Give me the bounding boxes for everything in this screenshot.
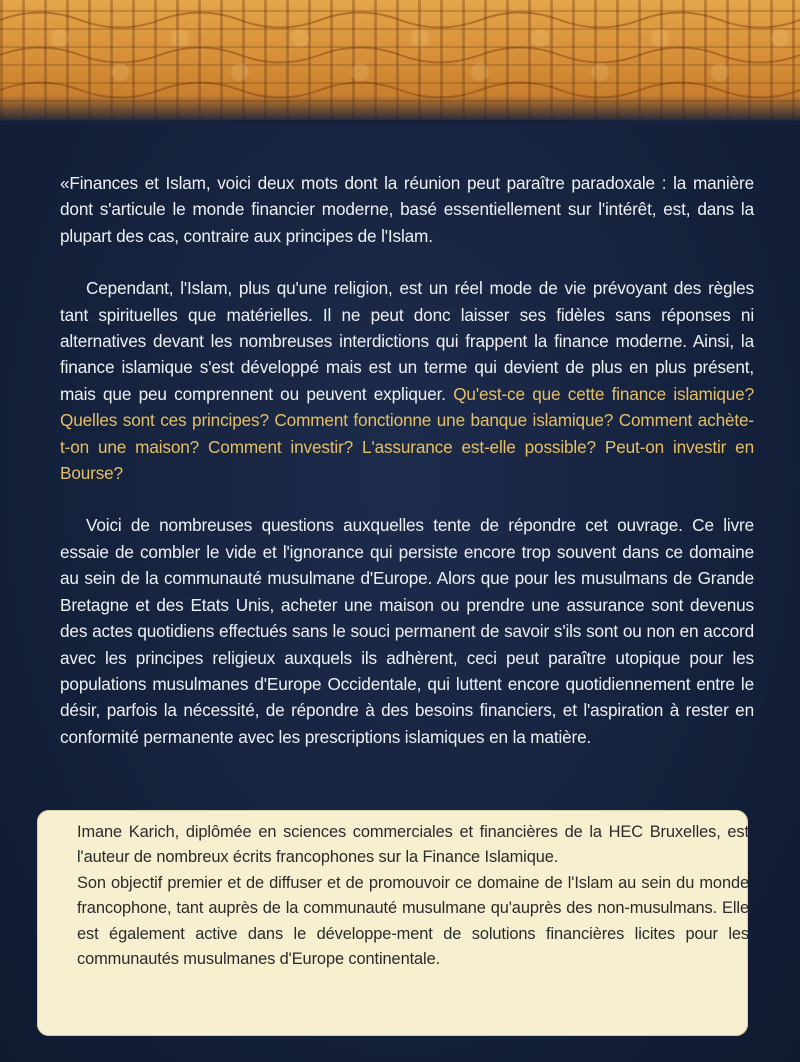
description-paragraph-2	[60, 275, 754, 486]
ornament-fade	[0, 95, 800, 125]
description-paragraph-1: «Finances et Islam, voici deux mots dont la réunion peut paraître paradoxale : la manière dont s'articule le monde financier moderne, basé essentiellement sur l'intérêt, est, dans la plupart des cas, contraire aux principes de l'Islam.	[60, 173, 754, 246]
author-bio-paragraph-2: Son objectif premier et de diffuser et de promouvoir ce domaine de l'Islam au sein du monde francophone, tant auprès de la communauté musulmane qu'auprès des non-musulmans. Elle est également active dans le développe-ment de solutions financières licites pour les communautés musulmanes d'Europe continentale.	[77, 873, 749, 969]
description-paragraph-2-text: Cependant, l'Islam, plus qu'une religion, est un réel mode de vie prévoyant des règles tant spirituelles que matérielles. Il ne peut donc laisser ses fidèles sans réponses ni alternatives devant les nombreuses interdictions qui frappent la finance moderne. Ainsi, la finance islamique s'est développé mais est un terme qui devient de plus en plus présent, mais que peu comprennent ou peuvent expliquer.	[60, 278, 754, 404]
book-description	[60, 170, 754, 776]
author-bio-text	[77, 820, 749, 972]
author-bio-paragraph-1: Imane Karich, diplômée en sciences commerciales et financières de la HEC Bruxelles, est l'auteur de nombreux écrits francophones sur la Finance Islamique.	[77, 823, 749, 867]
description-paragraph-3: Voici de nombreuses questions auxquelles tente de répondre cet ouvrage. Ce livre essaie de combler le vide et l'ignorance qui persiste encore trop souvent dans ce domaine au sein de la communauté musulmane d'Europe. Alors que pour les musulmans de Grande Bretagne et des Etats Unis, acheter une maison ou prendre une assurance sont devenus des actes quotidiens effectués sans le souci permanent de savoir s'ils sont ou non en accord avec les principes religieux auxquels ils adhèrent, ceci peut paraître utopique pour les populations musulmanes d'Europe Occidentale, qui luttent encore quotidiennement entre le désir, parfois la nécessité, de répondre à des besoins financiers, et l'aspiration à rester en conformité permanente avec les prescriptions islamiques en la matière.	[60, 515, 754, 747]
author-bio-box	[37, 810, 748, 1036]
highlighted-questions: Qu'est-ce que cette finance islamique? Quelles sont ces principes? Comment fonctionne une banque islamique? Comment achète-t-on une maison? Comment investir? L'assurance est-elle possible? Peut-on investir en Bourse?	[60, 383, 754, 484]
